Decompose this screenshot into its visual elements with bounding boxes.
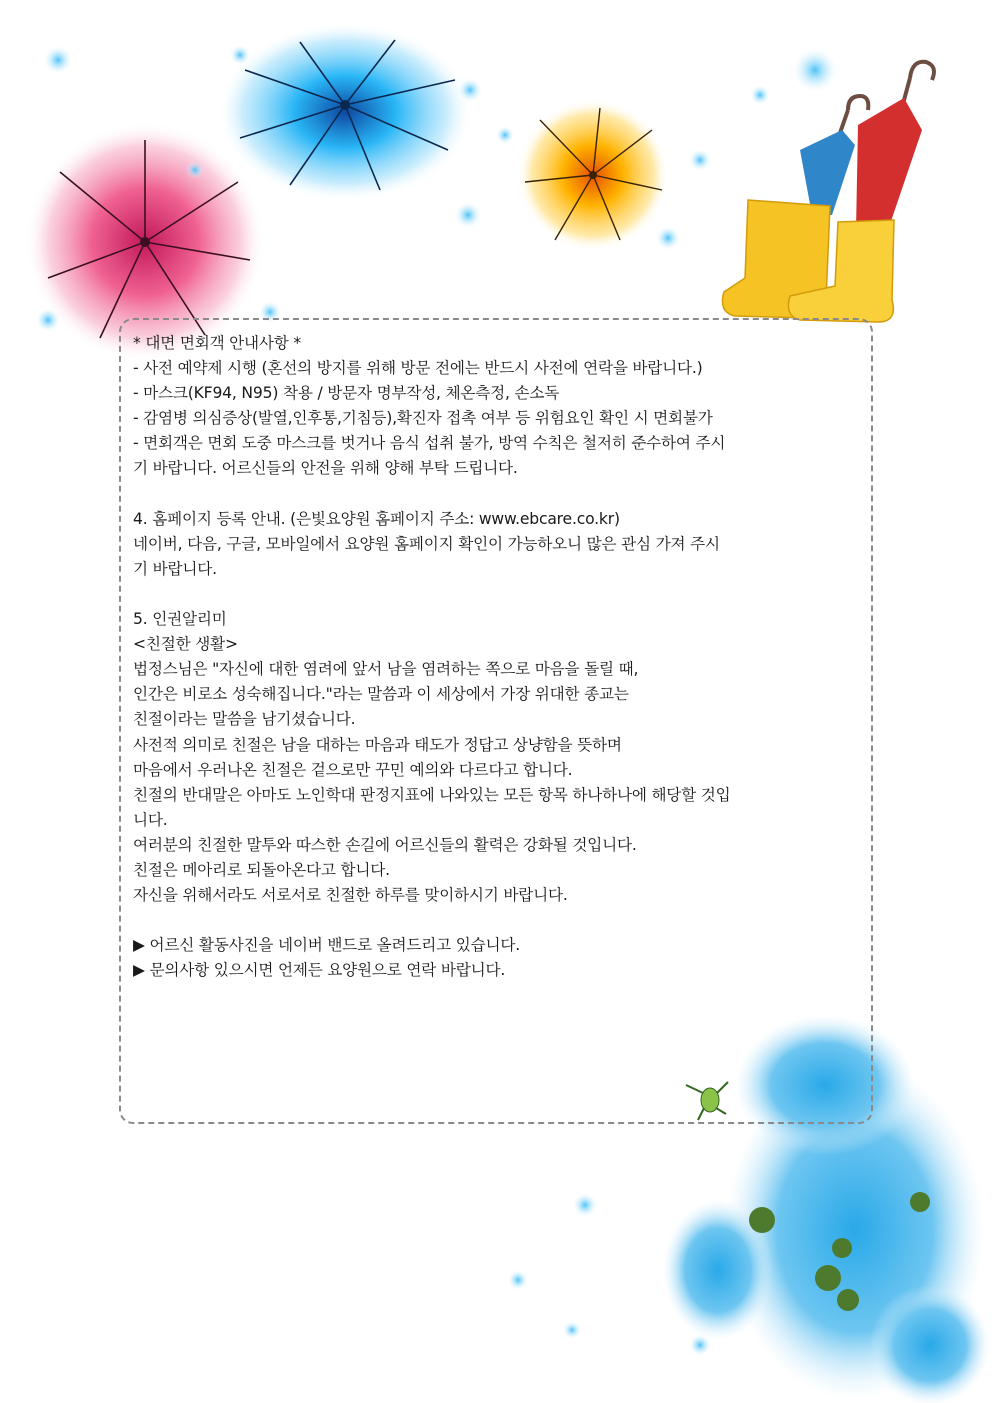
spacer bbox=[133, 582, 853, 607]
spacer bbox=[133, 482, 853, 507]
rights-line: 자신을 위해서라도 서로서로 친절한 하루를 맞이하시기 바랍니다. bbox=[133, 886, 568, 905]
rights-section-subtitle: <친절한 생활> bbox=[133, 635, 238, 654]
yellow-umbrella-illustration bbox=[517, 99, 669, 251]
rights-line: 니다. bbox=[133, 810, 168, 829]
visit-line: - 면회객은 면회 도중 마스크를 벗거나 음식 섭취 불가, 방역 수칙은 철저히 준수하여 주시 bbox=[133, 434, 726, 453]
visit-section-title: * 대면 면회객 안내사항 * bbox=[133, 334, 301, 352]
visit-line: - 사전 예약제 시행 (혼선의 방지를 위해 방문 전에는 반드시 사전에 연락을 바랍니다.) bbox=[133, 359, 703, 378]
visit-line: - 마스크(KF94, N95) 착용 / 방문자 명부작성, 체온측정, 손소독 bbox=[133, 384, 560, 403]
spacer bbox=[133, 908, 853, 933]
visit-line: - 감염병 의심증상(발열,인후통,기침등),확진자 접촉 여부 등 위험요인 확인 시 면회불가 bbox=[133, 409, 713, 428]
rights-line: 사전적 의미로 친절은 남을 대하는 마음과 태도가 정답고 상냥함을 뜻하며 bbox=[133, 735, 622, 754]
rights-line: 법정스님은 "자신에 대한 염려에 앞서 남을 염려하는 쪽으로 마음을 돌릴 때, bbox=[133, 660, 639, 679]
homepage-section-title: 4. 홈페이지 등록 안내. (은빛요양원 홈페이지 주소: www.ebcare.co.kr) bbox=[133, 509, 620, 528]
visit-line: 기 바랍니다. 어르신들의 안전을 위해 양해 부탁 드립니다. bbox=[133, 459, 518, 478]
rights-line: 친절의 반대말은 아마도 노인학대 판정지표에 나와있는 모든 항목 하나하나에 해당할 것입 bbox=[133, 785, 731, 804]
notice-content bbox=[133, 331, 853, 983]
notice-item: ▶ 어르신 활동사진을 네이버 밴드로 올려드리고 있습니다. bbox=[133, 936, 520, 955]
homepage-line: 기 바랍니다. bbox=[133, 559, 217, 578]
blue-umbrella-illustration bbox=[217, 22, 473, 202]
rights-line: 여러분의 친절한 말투와 따스한 손길에 어르신들의 활력은 강화될 것입니다. bbox=[133, 835, 637, 854]
rights-line: 친절이라는 말씀을 남기셨습니다. bbox=[133, 710, 356, 729]
rights-line: 인간은 비로소 성숙해집니다."라는 말씀과 이 세상에서 가장 위대한 종교는 bbox=[133, 685, 629, 704]
homepage-line: 네이버, 다음, 구글, 모바일에서 요양원 홈페이지 확인이 가능하오니 많은 관심 가져 주시 bbox=[133, 534, 720, 553]
notice-item: ▶ 문의사항 있으시면 언제든 요양원으로 연락 바랍니다. bbox=[133, 961, 506, 980]
rights-section-title: 5. 인권알리미 bbox=[133, 610, 227, 629]
rights-line: 친절은 메아리로 되돌아온다고 합니다. bbox=[133, 860, 390, 879]
rights-line: 마음에서 우러나온 친절은 겉으로만 꾸민 예의와 다르다고 합니다. bbox=[133, 760, 573, 779]
